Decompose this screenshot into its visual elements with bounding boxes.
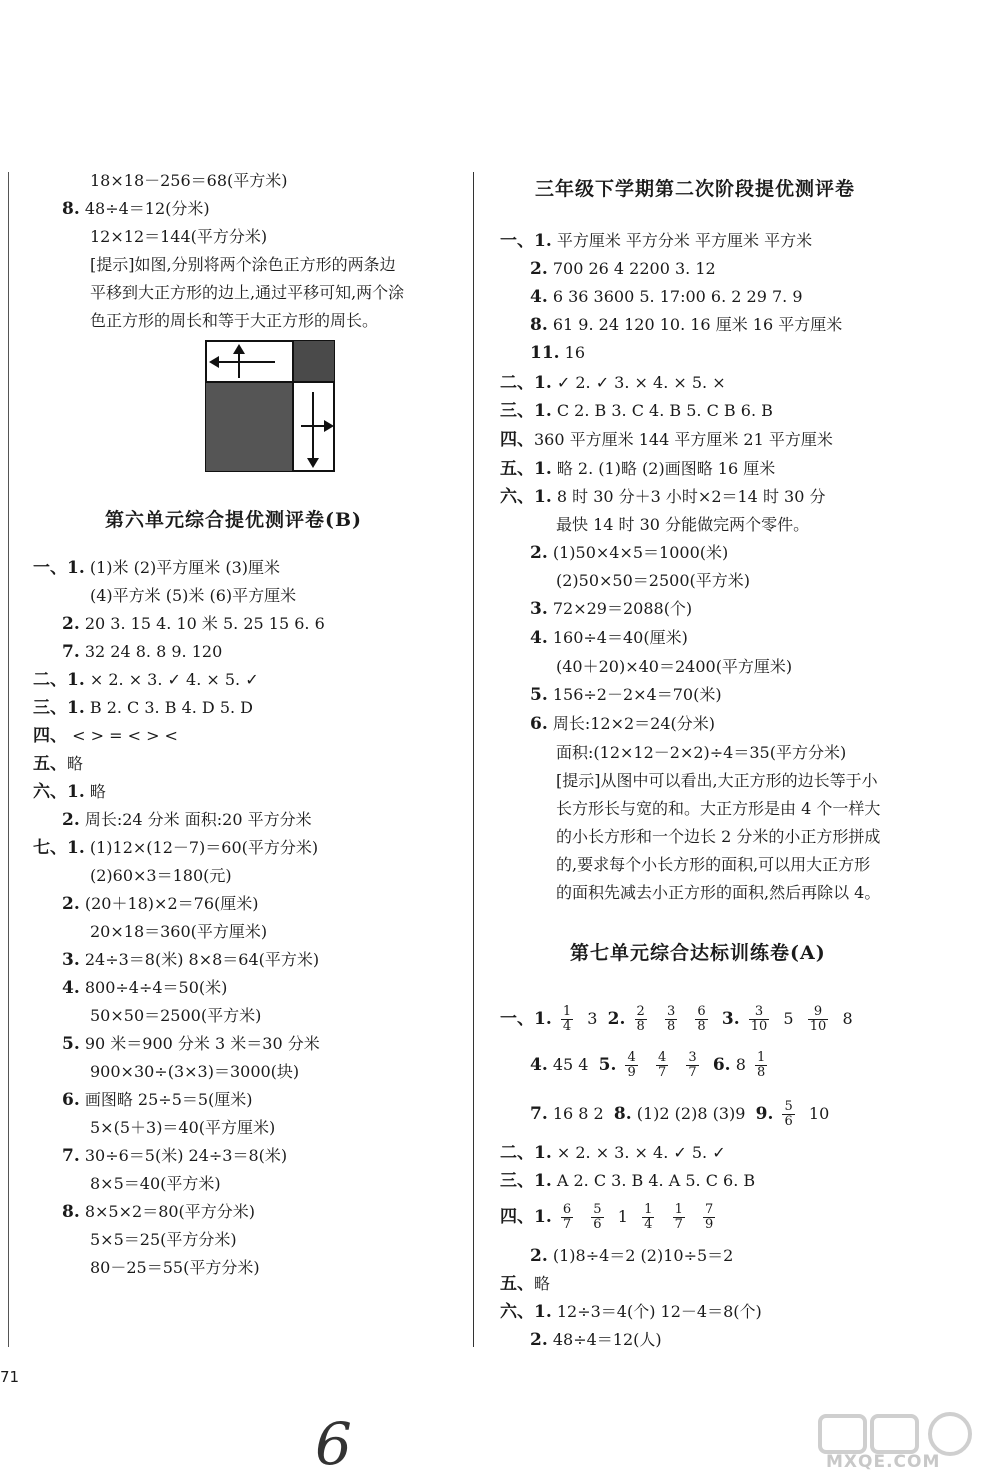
answer-line [530,342,585,364]
numerator: 2 [636,1004,645,1019]
answer-text: 800÷4÷4＝50(米) [84,978,228,997]
hint-line: 长方形长与宽的和。大正方形是由 4 个一样大 [556,799,881,818]
question-number: 5. [62,1034,80,1054]
fraction [665,1005,677,1034]
answer-text: 12÷3＝4(个) 12－4＝8(个) [556,1302,762,1321]
answer-text: 5 [783,1009,794,1028]
answer-line [33,697,253,719]
denominator: 4 [562,1019,572,1034]
answer-text: A 2. C 3. B 4. A 5. C 6. B [556,1171,756,1190]
answer-line: 8×5＝40(平方米) [90,1174,221,1193]
hint-line: 色正方形的周长和等于大正方形的周长。 [90,311,379,330]
denominator: 7 [657,1065,667,1080]
answer-line [500,458,775,480]
answer-text: 略 2. (1)略 (2)画图略 16 厘米 [556,459,776,478]
question-number: 六、1. [500,487,552,507]
question-number: 三、1. [500,401,552,421]
answer-line [33,781,106,803]
denominator: 7 [688,1065,697,1080]
answer-line [33,557,280,579]
question-number: 2. [530,259,548,279]
squares-figure [205,340,335,472]
denominator: 4 [644,1217,653,1232]
numerator: 6 [697,1004,706,1019]
fraction [635,1005,647,1034]
denominator: 9 [627,1065,636,1080]
question-number: 二、1. [500,373,552,393]
answer-text: 48÷4＝12(分米) [84,199,210,218]
question-number: 四、 [33,726,67,746]
answer-line: 面积:(12×12－2×2)÷4＝35(平方分米) [556,743,847,762]
answer-line: 50×50＝2500(平方米) [90,1006,262,1025]
fraction [673,1203,685,1232]
question-number: 2. [607,1009,626,1029]
answer-line [62,1089,253,1111]
answer-line [530,1329,662,1351]
answer-line [500,1301,762,1323]
left-margin-rule [8,172,9,1347]
answer-text: (20＋18)×2＝76(厘米) [84,894,259,913]
numerator: 3 [749,1005,770,1020]
question-number: 8. [530,315,548,335]
question-number: 9. [755,1104,774,1124]
hint-line: 的,要求每个小长方形的面积,可以用大正方形 [556,855,871,874]
numerator: 1 [756,1050,766,1065]
fraction [808,1005,829,1034]
answer-line [500,1273,550,1295]
answer-text: 平方厘米 平方分米 平方厘米 平方米 [556,231,813,250]
answer-line: (40＋20)×40＝2400(平方厘米) [556,657,793,676]
section-title: 第六单元综合提优测评卷(B) [105,509,363,531]
fraction [686,1051,698,1080]
denominator: 8 [756,1065,766,1080]
fraction [749,1005,770,1034]
answer-text: 30÷6＝5(米) 24÷3＝8(米) [84,1146,288,1165]
denominator: 7 [674,1217,683,1232]
answer-text: 略 [89,782,106,801]
question-number: 3. [530,599,548,619]
question-number: 二、1. [500,1143,552,1163]
question-number: 6. [62,1090,80,1110]
answer-text: B 2. C 3. B 4. D 5. D [89,698,254,717]
answer-line [62,1145,287,1167]
answer-text: 72×29＝2088(个) [552,599,693,618]
question-number: 三、1. [500,1171,552,1191]
fraction [625,1051,637,1080]
section-title: 三年级下学期第二次阶段提优测评卷 [535,178,856,200]
answer-text: × 2. × 3. ✓ 4. × 5. ✓ [89,670,259,689]
question-number: 11. [530,343,560,363]
answer-text: 6 36 3600 5. 17:00 6. 2 29 7. 9 [552,287,803,306]
denominator: 6 [593,1217,602,1232]
answer-text: 画图略 25÷5＝5(厘米) [84,1090,253,1109]
answer-text: C 2. B 3. C 4. B 5. C B 6. B [556,401,773,420]
denominator: 10 [809,1019,827,1034]
answer-text: (1)米 (2)平方厘米 (3)厘米 [89,558,281,577]
denominator: 10 [750,1019,768,1034]
answer-line [62,198,210,220]
answer-text: 32 24 8. 8 9. 120 [84,642,223,661]
answer-line [62,893,258,915]
question-number: 7. [62,642,80,662]
answer-line [62,1201,255,1223]
answer-line: (4)平方米 (5)米 (6)平方厘米 [90,586,297,605]
answer-line [62,613,325,635]
answer-line [500,230,812,252]
denominator: 8 [666,1019,676,1034]
question-number: 4. [530,628,548,648]
question-number: 3. [62,950,80,970]
answer-line [33,669,259,691]
answer-line: 900×30÷(3×3)＝3000(块) [90,1062,300,1081]
answer-text: 156÷2－2×4＝70(米) [552,685,722,704]
answer-text: 8 [842,1009,853,1028]
question-number: 一、1. [33,558,85,578]
question-number: 2. [530,1330,548,1350]
answer-text: 8×5×2＝80(平方分米) [84,1202,256,1221]
answer-line: 80－25＝55(平方分米) [90,1258,260,1277]
section-title: 第七单元综合达标训练卷(A) [570,942,826,964]
handwritten-mark: 6 [315,1410,352,1478]
question-number: 5. [598,1055,617,1075]
answer-text: 48÷4＝12(人) [552,1330,662,1349]
fraction [782,1100,794,1129]
answer-line [33,725,178,747]
answer-text: 10 [808,1104,830,1123]
numerator: 4 [657,1050,667,1065]
answer-text: 略 [67,754,84,773]
fraction [561,1005,573,1034]
answer-text: 8 [735,1055,746,1074]
answer-text: 61 9. 24 120 10. 16 厘米 16 平方厘米 [552,315,843,334]
answer-text: 周长:24 分米 面积:20 平方分米 [84,810,312,829]
numerator: 7 [705,1202,714,1217]
fraction-answer-row [530,1097,829,1131]
question-number: 4. [530,1055,548,1075]
answer-text: 16 8 2 [552,1104,604,1123]
answer-text: × 2. × 3. × 4. ✓ 5. ✓ [556,1143,726,1162]
question-number: 5. [530,685,548,705]
question-number: 四、1. [500,1207,552,1227]
hint-line: 平移到大正方形的边上,通过平移可知,两个涂 [90,283,405,302]
answer-line [530,713,715,735]
question-number: 8. [613,1104,632,1124]
question-number: 6. [712,1055,731,1075]
question-number: 三、1. [33,698,85,718]
question-number: 4. [62,978,80,998]
answer-text: 45 4 [552,1055,589,1074]
answer-text: 20 3. 15 4. 10 米 5. 25 15 6. 6 [84,614,325,633]
answer-line [33,753,83,775]
question-number: 一、1. [500,1009,552,1029]
answer-text: 周长:12×2＝24(分米) [552,714,716,733]
numerator: 4 [627,1050,636,1065]
question-number: 7. [530,1104,548,1124]
question-number: 七、1. [33,838,85,858]
numerator: 6 [562,1202,572,1217]
numerator: 1 [644,1202,653,1217]
answer-line [500,486,825,508]
answer-line [62,641,222,663]
answer-line [62,809,312,831]
answer-text: 略 [534,1274,551,1293]
page-number: 71 [0,1368,20,1386]
hint-line: 的小长方形和一个边长 2 分米的小正方形拼成 [556,827,881,846]
answer-line [33,837,318,859]
fraction [695,1005,707,1034]
question-number: 2. [530,1246,548,1266]
fraction-answer-row [500,1200,719,1234]
answer-line [62,949,319,971]
answer-line [530,1245,733,1267]
answer-line [530,258,716,280]
answer-line [530,286,803,308]
question-number: 2. [62,810,80,830]
answer-text: 8 时 30 分＋3 小时×2＝14 时 30 分 [556,487,826,506]
numerator: 5 [784,1099,793,1114]
denominator: 8 [697,1019,706,1034]
numerator: 5 [593,1202,602,1217]
answer-line: 最快 14 时 30 分能做完两个零件。 [556,515,810,534]
answer-line [62,977,227,999]
fraction [703,1203,715,1232]
fraction [591,1203,603,1232]
answer-text: (1)2 (2)8 (3)9 [636,1104,746,1123]
answer-text: < > = < > < [72,726,178,745]
answer-line: (2)50×50＝2500(平方米) [556,571,750,590]
answer-text: 90 米＝900 分米 3 米＝30 分米 [84,1034,320,1053]
answer-line [530,684,722,706]
question-number: 7. [62,1146,80,1166]
answer-text: 160÷4＝40(厘米) [552,628,688,647]
column-divider [473,172,474,1347]
fraction [642,1203,654,1232]
numerator: 1 [674,1202,683,1217]
fraction-answer-row [500,1002,853,1036]
answer-text: 3 [587,1009,598,1028]
answer-line: (2)60×3＝180(元) [90,866,232,885]
answer-line: 5×(5＋3)＝40(平方厘米) [90,1118,276,1137]
answer-line [530,314,842,336]
answer-line [500,400,773,422]
answer-line [500,1170,755,1192]
question-number: 五、 [33,754,67,774]
question-number: 2. [530,543,548,563]
question-number: 6. [530,714,548,734]
numerator: 9 [808,1005,829,1020]
hint-line: 的面积先减去小正方形的面积,然后再除以 4。 [556,883,881,902]
question-number: 二、1. [33,670,85,690]
numerator: 1 [562,1004,572,1019]
question-number: 五、1. [500,459,552,479]
answer-text: 700 26 4 2200 3. 12 [552,259,716,278]
fraction [561,1203,573,1232]
fraction [755,1051,767,1080]
denominator: 8 [636,1019,645,1034]
answer-line [530,627,688,649]
answer-line [500,1142,726,1164]
hint-line: [提示]如图,分别将两个涂色正方形的两条边 [90,255,396,274]
fraction [656,1051,668,1080]
watermark-text: MXQE.COM [826,1452,941,1472]
answer-line [530,542,728,564]
answer-text: (1)50×4×5＝1000(米) [552,543,729,562]
question-number: 2. [62,894,80,914]
question-number: 2. [62,614,80,634]
numerator: 3 [666,1004,676,1019]
answer-text: 16 [564,343,586,362]
answer-line [500,372,726,394]
denominator: 9 [705,1217,714,1232]
answer-line [530,598,692,620]
question-number: 五、 [500,1274,534,1294]
numerator: 3 [688,1050,697,1065]
answer-line [62,1033,320,1055]
denominator: 6 [784,1114,793,1129]
answer-text: (1)8÷4＝2 (2)10÷5＝2 [552,1246,734,1265]
question-number: 8. [62,1202,80,1222]
answer-text: 1 [617,1207,628,1226]
denominator: 7 [562,1217,572,1232]
answer-text: ✓ 2. ✓ 3. × 4. × 5. × [556,373,726,392]
answer-text: 360 平方厘米 144 平方厘米 21 平方厘米 [534,430,833,449]
answer-line: 12×12＝144(平方分米) [90,227,268,246]
question-number: 六、1. [500,1302,552,1322]
question-number: 四、 [500,430,534,450]
answer-text: 24÷3＝8(米) 8×8＝64(平方米) [84,950,320,969]
answer-text: (1)12×(12－7)＝60(平方分米) [89,838,319,857]
hint-line: [提示]从图中可以看出,大正方形的边长等于小 [556,771,878,790]
answer-line: 20×18＝360(平方厘米) [90,922,268,941]
question-number: 3. [721,1009,740,1029]
question-number: 4. [530,287,548,307]
fraction-answer-row [530,1048,771,1082]
question-number: 一、1. [500,231,552,251]
question-number: 8. [62,199,80,219]
answer-line [500,429,833,451]
question-number: 六、1. [33,782,85,802]
answer-line: 18×18－256＝68(平方米) [90,171,288,190]
answer-line: 5×5＝25(平方分米) [90,1230,237,1249]
